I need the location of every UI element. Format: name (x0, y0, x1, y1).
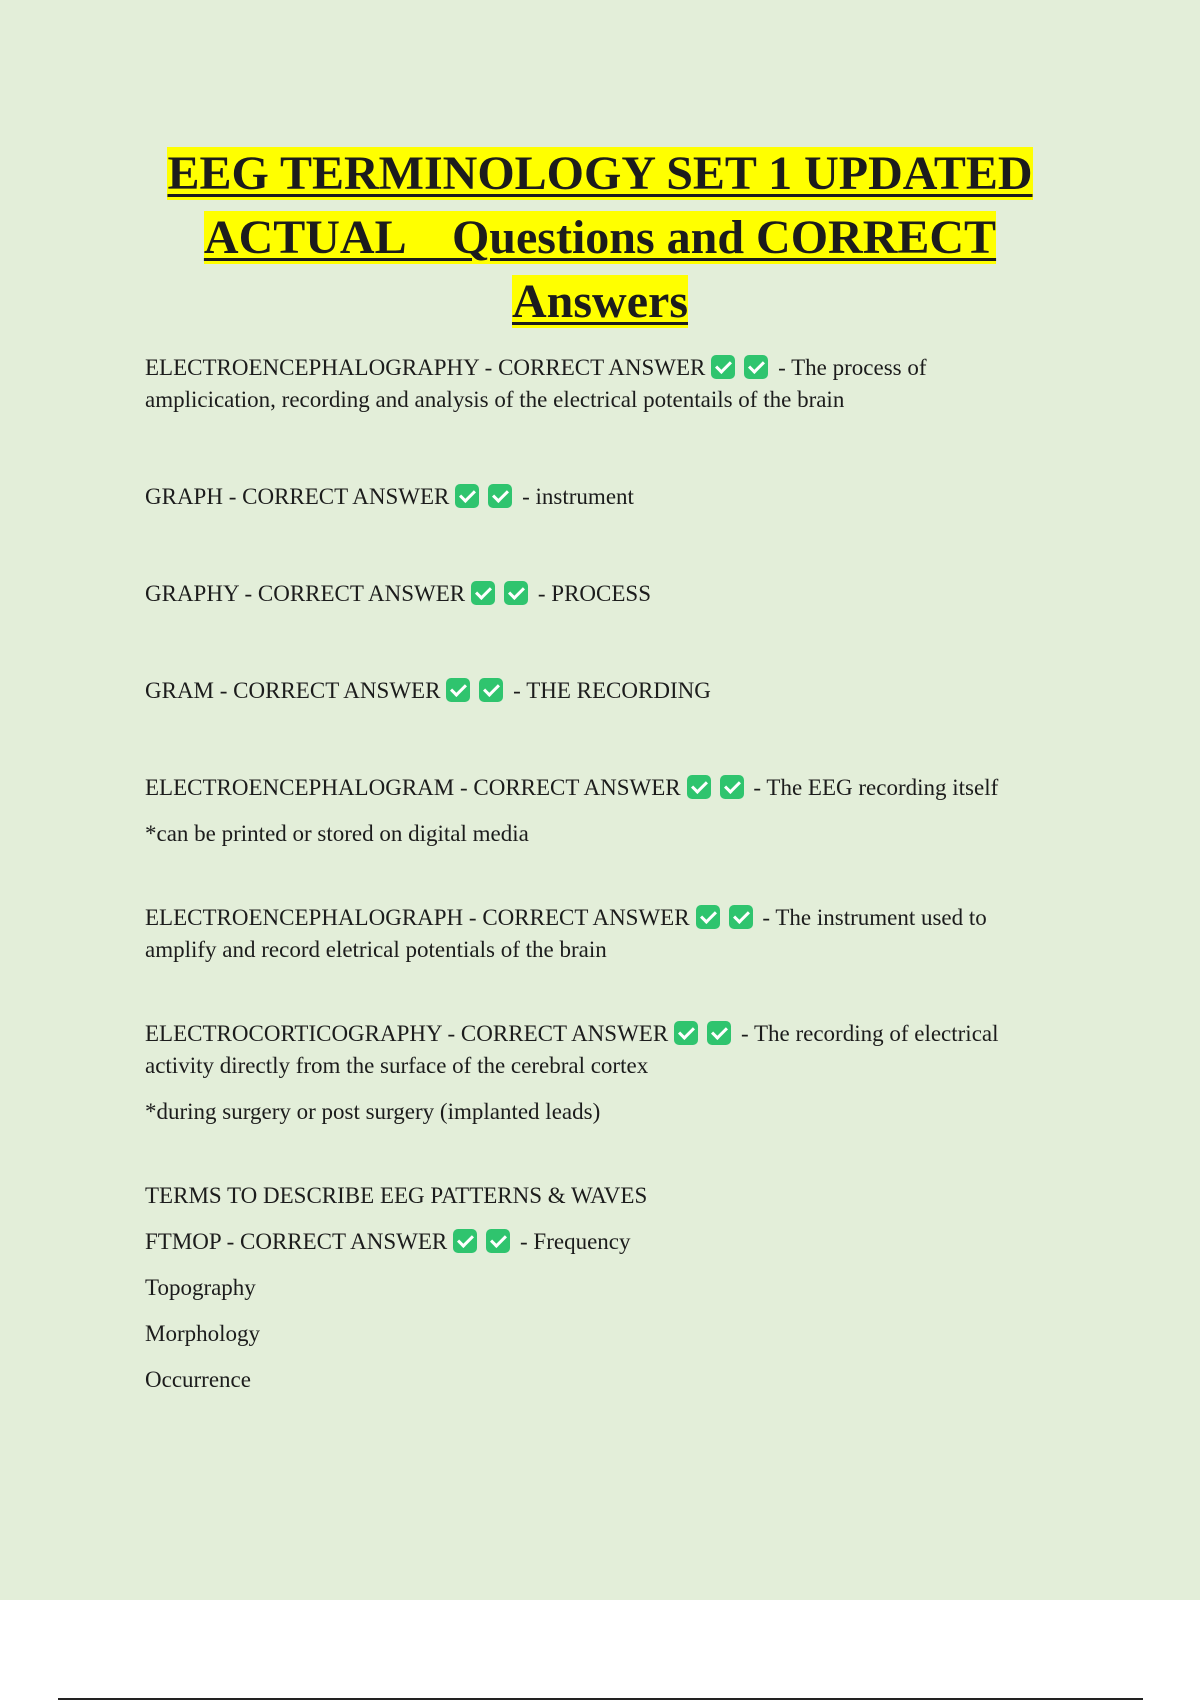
qa-entry-graph (145, 481, 1045, 513)
check-mark-icon (488, 484, 512, 508)
check-mark-icon (471, 581, 495, 605)
check-mark-icon (455, 484, 479, 508)
definition: Frequency (533, 1229, 631, 1254)
check-mark-icon (674, 1021, 698, 1045)
qa-entry-graphy (145, 578, 1045, 610)
definition: The EEG recording itself (766, 775, 999, 800)
title-line-1: EEG TERMINOLOGY SET 1 UPDATED (167, 147, 1033, 200)
check-mark-icon (711, 355, 735, 379)
term: ELECTROCORTICOGRAPHY - CORRECT ANSWER (145, 1021, 669, 1046)
definition: The process of amplicication, recording and analysis of the electrical potentails of the brain (145, 355, 927, 412)
check-mark-icon (479, 678, 503, 702)
ftmop-line: Morphology (145, 1321, 260, 1346)
qa-entry-electroencephalograph (145, 902, 1045, 966)
separator: - (537, 581, 546, 606)
check-mark-icon (504, 581, 528, 605)
ftmop-line: Occurrence (145, 1367, 251, 1392)
separator: - (513, 678, 521, 703)
check-mark-icon (687, 775, 711, 799)
definition: PROCESS (551, 581, 652, 606)
check-mark-icon (720, 775, 744, 799)
check-mark-icon (729, 905, 753, 929)
check-mark-icon (486, 1229, 510, 1253)
title-line-2: ACTUAL Questions and CORRECT (203, 211, 997, 264)
definition: instrument (535, 484, 634, 509)
check-mark-icon (696, 905, 720, 929)
qa-note: *can be printed or stored on digital media (145, 821, 529, 846)
separator: - (778, 355, 786, 380)
qa-entry-electrocorticography (145, 1018, 1045, 1082)
separator: - (740, 1021, 749, 1046)
definition: The instrument used to amplify and record eletrical potentials of the brain (145, 905, 987, 962)
separator: - (753, 775, 762, 800)
check-mark-icon (446, 678, 470, 702)
qa-entry-ftmop (145, 1226, 1045, 1258)
term: ELECTROENCEPHALOGRAM - CORRECT ANSWER (145, 775, 681, 800)
term: GRAPHY - CORRECT ANSWER (145, 581, 466, 606)
title-line-3: Answers (512, 275, 688, 328)
term: FTMOP - CORRECT ANSWER (145, 1229, 448, 1254)
section-heading: TERMS TO DESCRIBE EEG PATTERNS & WAVES (145, 1183, 648, 1208)
document-title (100, 142, 1100, 334)
qa-entry-electroencephalogram (145, 772, 1045, 804)
qa-list (145, 352, 1045, 1396)
separator: - (520, 1229, 528, 1254)
term: GRAPH - CORRECT ANSWER (145, 484, 450, 509)
ftmop-line: Topography (145, 1275, 256, 1300)
qa-entry-electroencephalography (145, 352, 1045, 416)
check-mark-icon (453, 1229, 477, 1253)
qa-entry-gram (145, 675, 1045, 707)
qa-note: *during surgery or post surgery (implanted leads) (145, 1099, 601, 1124)
definition: THE RECORDING (526, 678, 711, 703)
term: ELECTROENCEPHALOGRAPHY - CORRECT ANSWER (145, 355, 706, 380)
separator: - (522, 484, 530, 509)
separator: - (762, 905, 770, 930)
term: GRAM - CORRECT ANSWER (145, 678, 441, 703)
definition: The recording of electrical activity directly from the surface of the cerebral cortex (145, 1021, 999, 1078)
term: ELECTROENCEPHALOGRAPH - CORRECT ANSWER (145, 905, 690, 930)
check-mark-icon (707, 1021, 731, 1045)
check-mark-icon (744, 355, 768, 379)
